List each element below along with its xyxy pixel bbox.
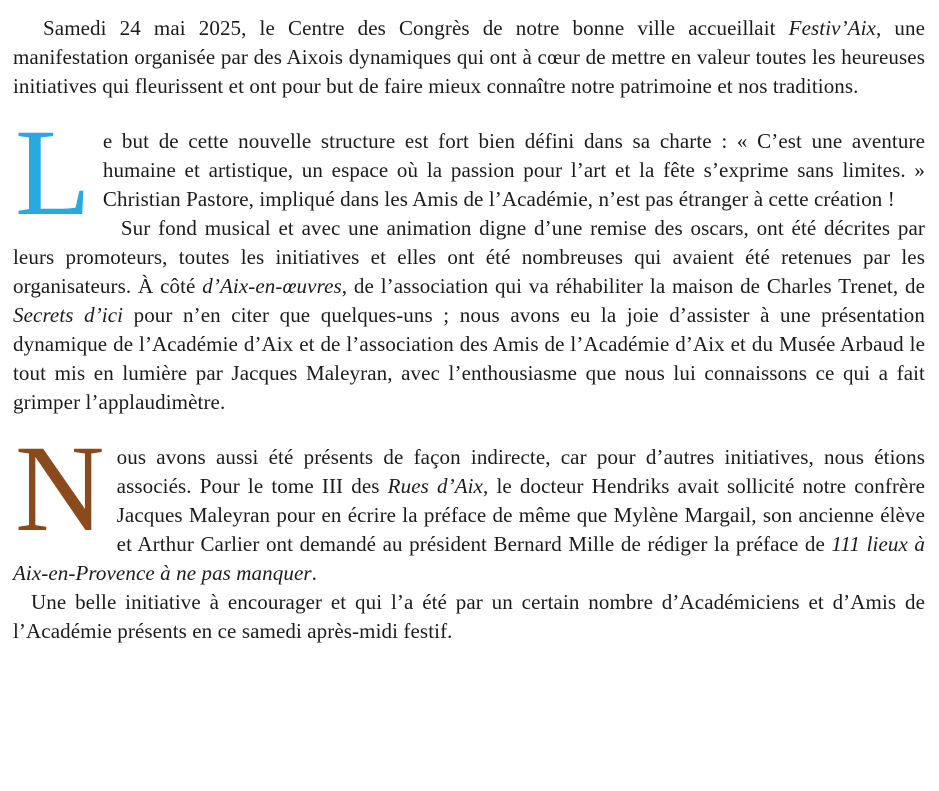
paragraph-presentation	[13, 214, 925, 417]
text-run: e but de cette nouvelle structure est fort bien défini dans sa charte : « C’est une aventure humaine et artistique, un espace où la passion pour l’art et la fête s’exprime sans limites. » Christian Pastore, impliqué dans les Amis de l’Académie, n’est pas étranger à cette création !	[102, 129, 925, 211]
text-run: , le docteur Hendriks avait sollicité notre confrère Jacques Maleyran pour en écrire la préface de même que Mylène Margail, son ancienne élève et Arthur Carlier ont demandé au président Bernard Mille de rédiger la préface de	[116, 474, 925, 556]
text-run: .	[311, 561, 318, 585]
text-run: Une belle initiative à encourager et qui l’a été par un certain nombre d’Académiciens et d’Amis de l’Académie présents en ce samedi après-midi festif.	[13, 590, 925, 643]
paragraph-intro	[13, 14, 925, 101]
italic-text-run: Rues d’Aix	[387, 474, 483, 498]
article-body	[13, 14, 925, 646]
text-run: ous avons aussi été présents de façon indirecte, car pour d’autres initiatives, nous étions associés. Pour le tome III des	[116, 445, 925, 498]
paragraph-indirect	[13, 420, 925, 588]
paragraph-conclusion	[13, 588, 925, 646]
text-run: , de l’association qui va réhabiliter la maison de Charles Trenet, de	[341, 274, 925, 298]
italic-text-run: Festiv’Aix	[788, 16, 876, 40]
italic-text-run: Secrets d’ici	[13, 303, 124, 327]
italic-text-run: 111 lieux à Aix-en-Provence à ne pas manquer	[13, 532, 925, 585]
text-run: pour n’en citer que quelques-uns ; nous avons eu la joie d’assister à une présentation dynamique de l’Académie d’Aix et de l’association des Amis de l’Académie d’Aix et du Musée Arbaud le tout mis en lumière par Jacques Maleyran, avec l’enthousiasme que nous lui connaissons ce qui a fait grimper l’applaudimètre.	[13, 303, 925, 414]
dropcap-letter-l: L	[15, 104, 91, 241]
paragraph-charter	[13, 104, 925, 241]
italic-text-run: d’Aix-en-œuvres	[202, 274, 342, 298]
text-run: Sur fond musical et avec une animation digne d’une remise des oscars, ont été décrites par leurs promoteurs, toutes les initiatives et elles ont été nombreuses qui avaient été retenues par les organisateurs. À côté	[13, 216, 925, 298]
text-run: , une manifestation organisée par des Aixois dynamiques qui ont à cœur de mettre en valeur toutes les heureuses initiatives qui fleurissent et ont pour but de faire mieux connaître notre patrimoine et nos traditions.	[13, 16, 925, 98]
dropcap-letter-n: N	[15, 420, 105, 557]
text-run: Samedi 24 mai 2025, le Centre des Congrès de notre bonne ville accueillait	[43, 16, 789, 40]
